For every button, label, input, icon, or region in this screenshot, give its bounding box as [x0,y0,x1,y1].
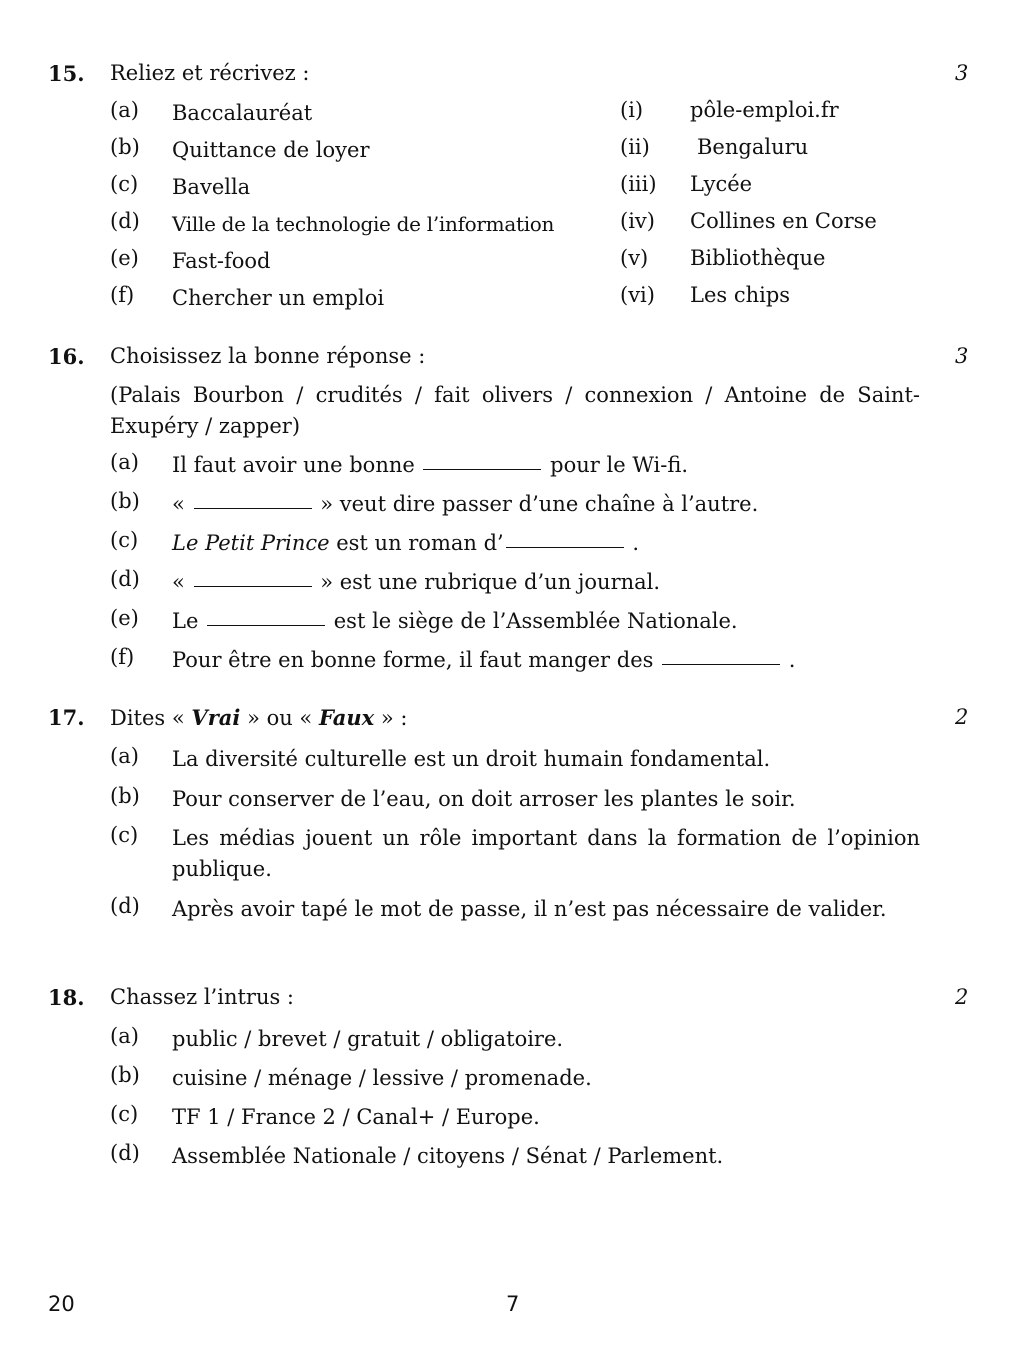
item-label: (a) [110,450,139,474]
match-text: Bibliothèque [690,246,826,270]
word-bank: (Palais Bourbon / crudités / fait olivers / connexion / Antoine de Saint-Exupéry / zapper) [110,383,920,438]
match-text: Les chips [690,283,791,307]
match-label: (v) [620,246,649,270]
faux-word: Faux [318,705,375,730]
item-text: . [788,648,796,672]
marks: 2 [955,705,969,729]
question-number: 17. [48,705,85,730]
item-label: (d) [110,567,140,591]
item-text: Pour être en bonne forme, il faut manger des [172,648,654,672]
item-label: (c) [110,528,139,552]
item-text: est un roman d’ [336,531,504,555]
item-label: (c) [110,823,139,847]
title-text: » ou « [247,706,313,730]
item-text: « [172,570,185,594]
match-text: Bengaluru [697,135,809,159]
item-label: (a) [110,1024,139,1048]
item-label: (b) [110,784,140,808]
marks: 2 [955,985,969,1009]
item-label: (b) [110,489,140,513]
item-text: Les médias jouent un rôle important dans la formation de l’opinion publique. [172,826,920,881]
item-label: (f) [110,645,135,669]
answer-blank [194,507,312,509]
item-label: (d) [110,209,140,233]
page-number: 7 [506,1292,520,1316]
item-text: Le [172,609,199,633]
marks: 3 [955,344,969,368]
item-label: (d) [110,894,140,918]
question-number: 16. [48,344,85,369]
item-text: public / brevet / gratuit / obligatoire. [172,1027,564,1051]
question-title: Reliez et récrivez : [110,61,310,85]
answer-blank [423,468,541,470]
item-label: (b) [110,1063,140,1087]
match-label: (iv) [620,209,655,233]
question-title [110,705,407,730]
match-label: (vi) [620,283,655,307]
item-label: (e) [110,246,139,270]
title-text: » : [380,706,408,730]
item-text: Quittance de loyer [172,138,370,162]
answer-blank [207,624,325,626]
match-text: pôle-emploi.fr [690,98,839,122]
item-text: pour le Wi-fi. [550,453,689,477]
question-title: Choisissez la bonne réponse : [110,344,426,368]
match-label: (i) [620,98,644,122]
title-text: Dites « [110,706,185,730]
match-label: (ii) [620,135,650,159]
item-text: » est une rubrique d’un journal. [320,570,661,594]
item-label: (d) [110,1141,140,1165]
item-text: cuisine / ménage / lessive / promenade. [172,1066,592,1090]
question-title: Chassez l’intrus : [110,985,294,1009]
item-text: » veut dire passer d’une chaîne à l’autre. [320,492,759,516]
item-text: TF 1 / France 2 / Canal+ / Europe. [172,1105,540,1129]
item-text: Il faut avoir une bonne [172,453,415,477]
item-label: (e) [110,606,139,630]
answer-blank [662,663,780,665]
match-text: Lycée [690,172,753,196]
item-label: (f) [110,283,135,307]
item-label: (b) [110,135,140,159]
item-label: (a) [110,98,139,122]
paper-code: 20 [48,1292,75,1316]
item-text: Après avoir tapé le mot de passe, il n’est pas nécessaire de valider. [172,897,887,921]
item-text: « [172,492,185,516]
answer-blank [194,585,312,587]
item-text: Fast-food [172,249,271,273]
question-number: 15. [48,61,85,86]
item-text: Chercher un emploi [172,286,385,310]
marks: 3 [955,61,969,85]
item-text: Assemblée Nationale / citoyens / Sénat / Parlement. [172,1144,724,1168]
item-text: Ville de la technologie de l’information [172,212,555,236]
item-text: . [632,531,640,555]
item-label: (a) [110,744,139,768]
match-label: (iii) [620,172,657,196]
question-number: 18. [48,985,85,1010]
match-text: Collines en Corse [690,209,877,233]
item-text: La diversité culturelle est un droit humain fondamental. [172,747,771,771]
item-text: Pour conserver de l’eau, on doit arroser les plantes le soir. [172,787,796,811]
item-label: (c) [110,1102,139,1126]
book-title: Le Petit Prince [172,531,330,555]
vrai-word: Vrai [191,705,241,730]
item-text: Baccalauréat [172,101,313,125]
item-text: est le siège de l’Assemblée Nationale. [333,609,738,633]
item-label: (c) [110,172,139,196]
answer-blank [506,546,624,548]
item-text: Bavella [172,175,251,199]
